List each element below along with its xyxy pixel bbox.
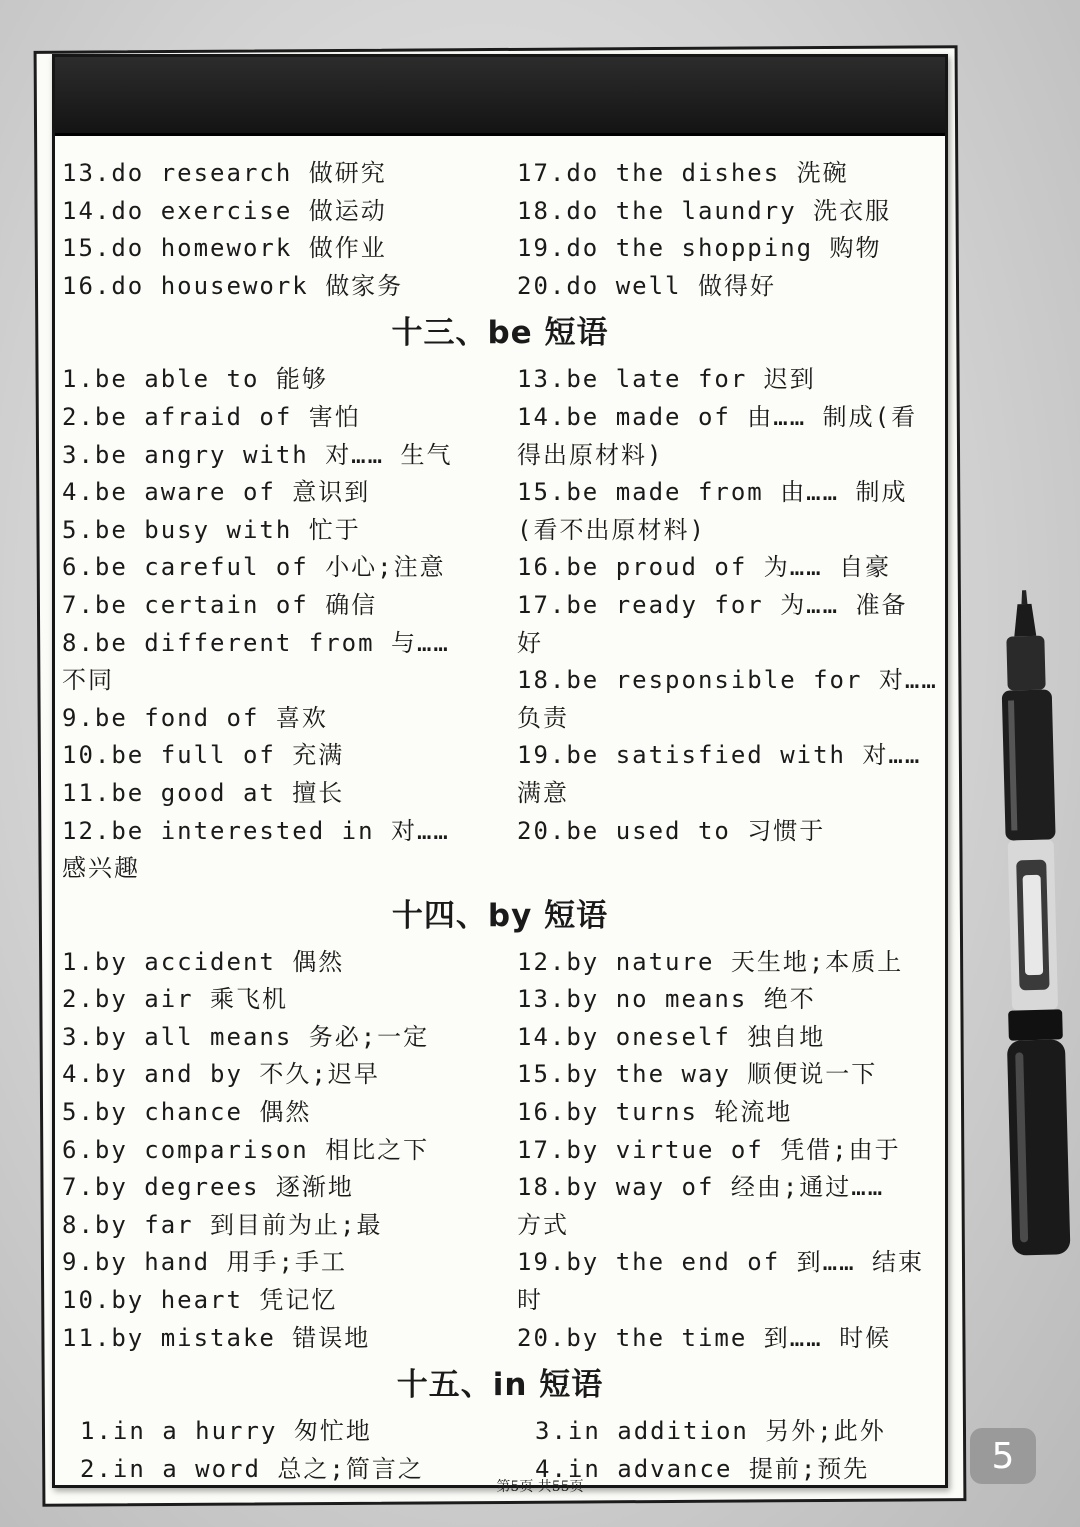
section-by-right-column [517,944,938,1358]
phrase-item: 感兴趣 [62,854,140,883]
phrase-item: 3.be angry with 对…… 生气 [62,440,453,469]
phrase-item: 5.by chance 偶然 [62,1098,312,1127]
phrase-item: 15.do homework 做作业 [62,234,387,263]
phrase-item: 6.be careful of 小心;注意 [62,553,446,582]
phrase-item: 方式 [517,1210,569,1239]
section-by-heading: 十四、by 短语 [391,897,609,934]
phrase-item: 7.by degrees 逐渐地 [62,1173,354,1202]
phrase-item: 5.be busy with 忙于 [62,515,361,544]
section-do [62,155,938,305]
phrase-item: 11.by mistake 错误地 [62,1323,371,1352]
phrase-item: 得出原材料) [517,440,664,469]
phrase-item: 2.in a word 总之;简言之 [80,1454,424,1483]
phrase-item: 17.do the dishes 洗碗 [517,159,849,187]
phrase-item: 4.by and by 不久;迟早 [62,1060,380,1089]
section-be-left-column [62,361,517,887]
phrase-item: 4.be aware of 意识到 [62,478,371,507]
phrase-item: 1.by accident 偶然 [62,947,345,976]
phrase-item: 18.be responsible for 对…… [517,666,938,695]
section-be [62,361,938,887]
pen-icon [979,589,1080,1271]
phrase-item: 20.be used to 习惯于 [517,816,826,845]
page-footer: 第5页 共55页 [496,1479,584,1495]
phrase-item: 2.by air 乘飞机 [62,985,289,1014]
phrase-item: 15.by the way 顺便说一下 [517,1060,878,1089]
phrase-item: 16.be proud of 为…… 自豪 [517,553,892,582]
phrase-item: 10.by heart 凭记忆 [62,1286,338,1315]
section-by-left-column [62,944,517,1358]
section-do-right-column [517,155,938,305]
phrase-item: 13.be late for 迟到 [517,365,816,394]
phrase-item: 16.do housework 做家务 [62,271,404,300]
phrase-item: 时 [517,1286,543,1315]
phrase-item: 13.do research 做研究 [62,159,387,187]
notepad [52,54,948,1488]
phrase-item: 1.be able to 能够 [62,365,328,394]
phrase-item: 8.be different from 与…… [62,628,450,657]
phrase-item: 8.by far 到目前为止;最 [62,1210,383,1239]
phrase-item: 17.be ready for 为…… 准备 [517,590,908,619]
phrase-item: 14.be made of 由…… 制成(看 [517,402,918,431]
phrase-item: 15.be made from 由…… 制成 [517,478,908,507]
phrase-item: 满意 [517,778,569,807]
phrase-item: 好 [517,628,543,657]
phrase-item: 18.do the laundry 洗衣服 [517,196,892,225]
section-by [62,944,938,1358]
phrase-item: 9.be fond of 喜欢 [62,703,328,732]
phrase-item: 20.do well 做得好 [517,271,776,300]
phrase-item: 14.by oneself 独自地 [517,1022,826,1051]
phrase-item: 19.do the shopping 购物 [517,234,882,263]
phrase-item: 19.by the end of 到…… 结束 [517,1248,924,1277]
phrase-item: 3.in addition 另外;此外 [535,1417,886,1446]
phrase-item: 1.in a hurry 匆忙地 [80,1417,372,1446]
phrase-item: 6.by comparison 相比之下 [62,1135,430,1164]
section-be-heading: 十三、be 短语 [391,315,609,352]
section-be-right-column [517,361,938,887]
phrase-list [62,155,938,1488]
phrase-item: 不同 [62,666,114,695]
phrase-item: 11.be good at 擅长 [62,778,345,807]
phrase-item: 4.in advance 提前;预先 [535,1454,870,1483]
phrase-item: 9.by hand 用手;手工 [62,1248,347,1277]
phrase-item: 16.by turns 轮流地 [517,1098,793,1127]
phrase-item: 7.be certain of 确信 [62,590,378,619]
phrase-item: 12.by nature 天生地;本质上 [517,947,904,976]
section-do-left-column [62,155,517,305]
phrase-item: 负责 [517,703,569,732]
phrase-item: 19.be satisfied with 对…… [517,741,922,770]
section-in-heading: 十五、in 短语 [396,1367,604,1404]
phrase-item: 14.do exercise 做运动 [62,196,387,225]
phrase-item: 2.be afraid of 害怕 [62,402,361,431]
phrase-item: 18.by way of 经由;通过…… [517,1173,885,1202]
phrase-item: 20.by the time 到…… 时候 [517,1323,892,1352]
phrase-item: 3.by all means 务必;一定 [62,1022,430,1051]
page-number-badge: 5 [970,1428,1036,1484]
phrase-item: 13.by no means 绝不 [517,985,816,1014]
phrase-item: 12.be interested in 对…… [62,816,450,845]
notepad-binding [55,57,945,136]
phrase-item: 10.be full of 充满 [62,741,345,770]
phrase-item: 17.by virtue of 凭借;由于 [517,1135,901,1164]
phrase-item: (看不出原材料) [517,515,706,544]
